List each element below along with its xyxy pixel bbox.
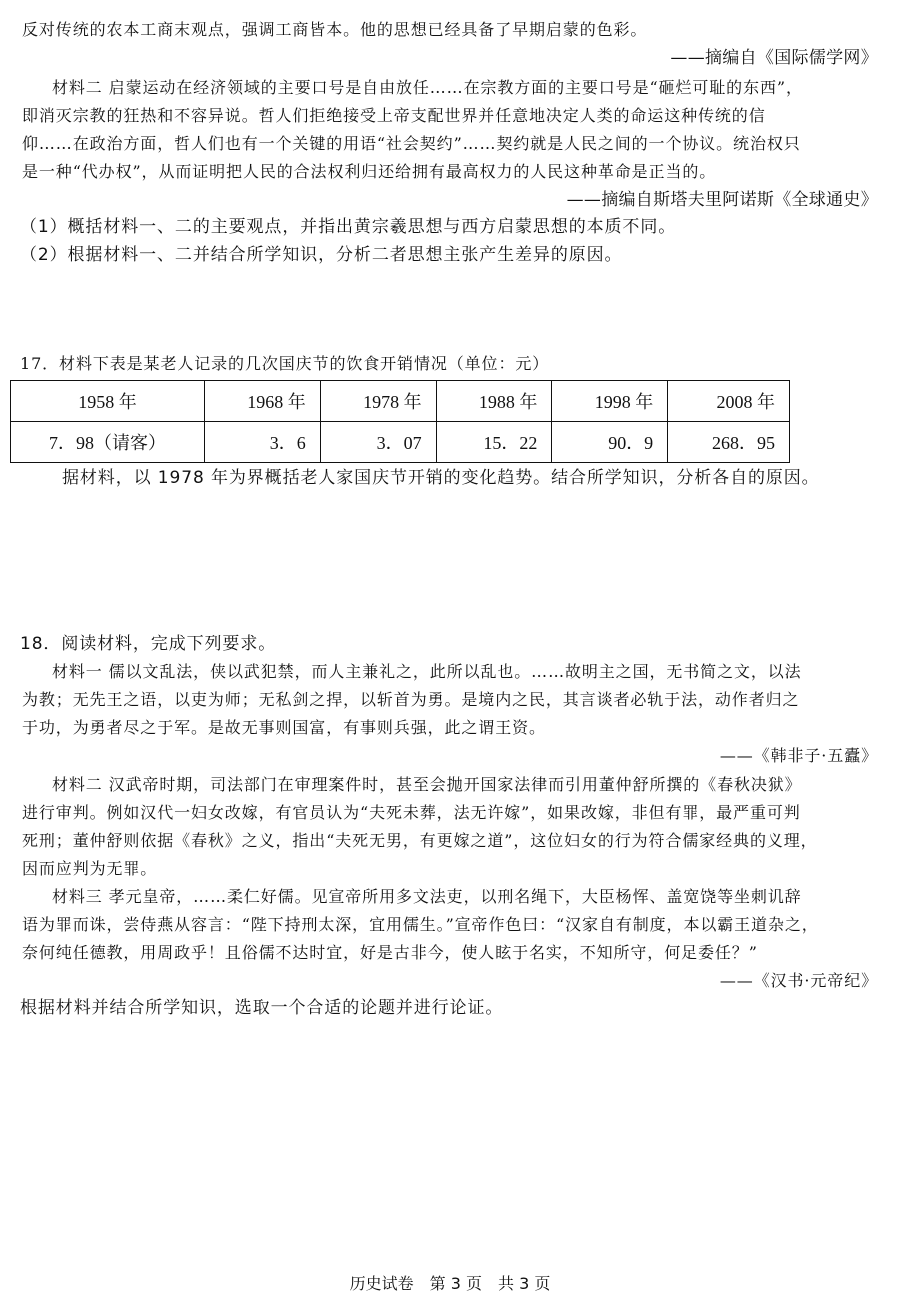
table-cell: 90．9 [552,422,668,463]
q18-material2-line-2: 进行审判。例如汉代一妇女改嫁，有官员认为“夫死未葬，法无许嫁”，如果改嫁，非但有罪，最严重可判 [22,803,801,822]
q16-source2: ——摘编自斯塔夫里阿诺斯《全球通史》 [566,190,878,210]
q17-intro: 17．材料下表是某老人记录的几次国庆节的饮食开销情况（单位：元） [20,354,550,373]
q17-question: 据材料，以 1978 年为界概括老人家国庆节开销的变化趋势。结合所学知识，分析各自的原因。 [62,468,820,488]
table-cell: 7．98（请客） [11,422,205,463]
q18-material1-line-1: 材料一 儒以文乱法，侠以武犯禁，而人主兼礼之，此所以乱也。……故明主之国，无书简之文，以法 [52,662,802,681]
q18-intro: 18．阅读材料，完成下列要求。 [20,634,277,654]
q18-material2-line-3: 死刑；董仲舒则依据《春秋》之义，指出“夫死无男，有更嫁之道”，这位妇女的行为符合儒家经典的义理， [22,831,818,850]
q16-material1-tail: 反对传统的农本工商末观点，强调工商皆本。他的思想已经具备了早期启蒙的色彩。 [22,20,648,39]
q16-subquestion-1: （1）概括材料一、二的主要观点，并指出黄宗羲思想与西方启蒙思想的本质不同。 [20,217,677,237]
q16-subquestion-2: （2）根据材料一、二并结合所学知识，分析二者思想主张产生差异的原因。 [20,245,623,265]
q16-material2-line-1: 材料二 启蒙运动在经济领域的主要口号是自由放任……在宗教方面的主要口号是“砸烂可耻的东西”， [52,78,803,97]
table-cell: 1998 年 [552,381,668,422]
table-cell: 15．22 [436,422,552,463]
q18-material2-line-1: 材料二 汉武帝时期，司法部门在审理案件时，甚至会抛开国家法律而引用董仲舒所撰的《春秋决狱》 [52,775,802,794]
table-row-values [11,422,790,463]
table-cell: 1958 年 [11,381,205,422]
table-cell: 3．6 [205,422,321,463]
table-cell: 2008 年 [668,381,790,422]
table-row-years [11,381,790,422]
q18-material3-line-1: 材料三 孝元皇帝，……柔仁好儒。见宣帝所用多文法吏，以刑名绳下，大臣杨恽、盖宽饶等坐刺讥辞 [52,887,802,906]
q18-source1: ——《韩非子·五蠹》 [719,746,878,765]
q18-source3: ——《汉书·元帝纪》 [719,971,878,990]
expense-table [10,380,790,463]
page-footer: 历史试卷 第 3 页 共 3 页 [349,1274,551,1293]
q18-material2-line-4: 因而应判为无罪。 [22,859,158,878]
table-cell: 268．95 [668,422,790,463]
q16-material2-line-4: 是一种“代办权”，从而证明把人民的合法权利归还给拥有最高权力的人民这种革命是正当的。 [22,162,717,181]
q18-material3-line-3: 奈何纯任德教，用周政乎！且俗儒不达时宜，好是古非今，使人眩于名实，不知所守，何足委任？” [22,943,758,962]
q18-material1-line-2: 为教；无先王之语，以吏为师；无私剑之捍，以斩首为勇。是境内之民，其言谈者必轨于法，动作者归之 [22,690,800,709]
table-cell: 3．07 [320,422,436,463]
q18-material1-line-3: 于功，为勇者尽之于军。是故无事则国富，有事则兵强，此之谓王资。 [22,718,546,737]
q16-source1: ——摘编自《国际儒学网》 [670,48,878,68]
q16-material2-line-2: 即消灭宗教的狂热和不容异说。哲人们拒绝接受上帝支配世界并任意地决定人类的命运这种传统的信 [22,106,766,125]
table-cell: 1978 年 [320,381,436,422]
q18-question: 根据材料并结合所学知识，选取一个合适的论题并进行论证。 [20,998,504,1018]
q18-material3-line-2: 语为罪而诛，尝侍燕从容言：“陛下持刑太深，宜用儒生。”宣帝作色曰：“汉家自有制度，本以霸王道杂之， [22,915,819,934]
table-cell: 1988 年 [436,381,552,422]
table-cell: 1968 年 [205,381,321,422]
q16-material2-line-3: 仰……在政治方面，哲人们也有一个关键的用语“社会契约”……契约就是人民之间的一个协议。统治权只 [22,134,801,153]
